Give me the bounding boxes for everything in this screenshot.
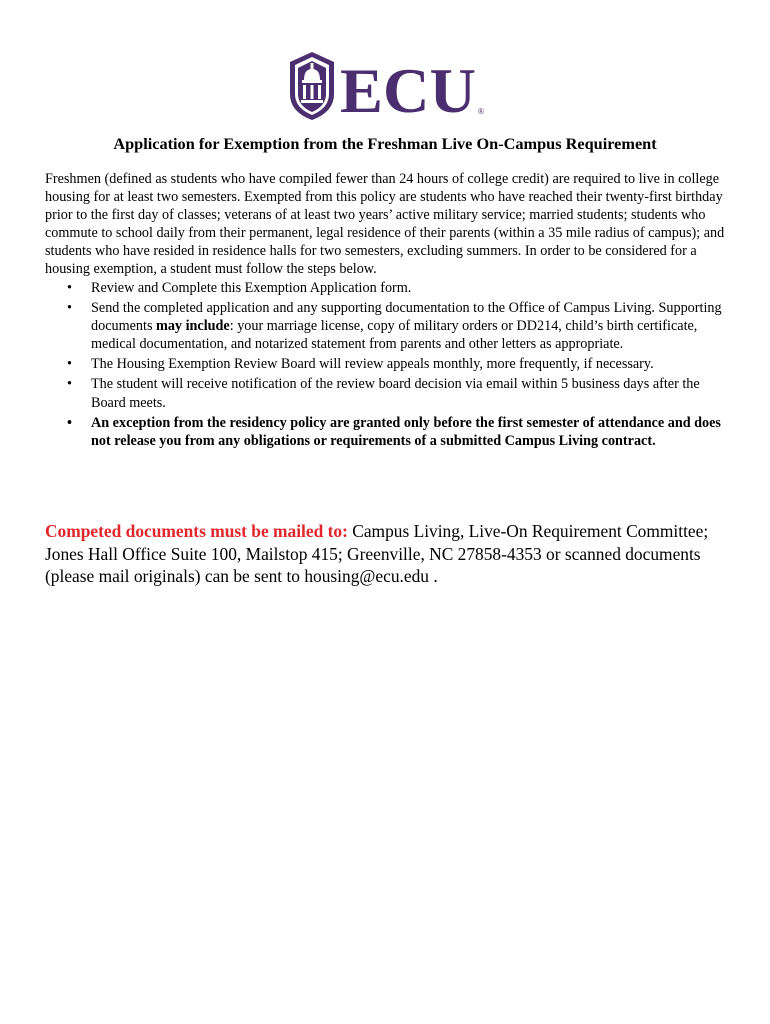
mailing-lead: Competed documents must be mailed to: [45, 521, 348, 541]
step-text-emphasis: may include [156, 318, 230, 335]
steps-list [45, 279, 725, 452]
logo-wordmark: ECU [340, 55, 476, 122]
bullet-icon: • [67, 356, 72, 373]
logo-registered-mark: ® [478, 107, 484, 116]
list-item [45, 299, 725, 353]
list-item [45, 279, 725, 297]
step-text-part: Send the completed application and any supporting documentation to the Office of Campus Living. Supporting documents [91, 300, 722, 335]
list-item [45, 414, 725, 450]
ecu-logo [288, 50, 488, 122]
step-text: The Housing Exemption Review Board will review appeals monthly, more frequently, if necessary. [91, 356, 654, 373]
bullet-icon: • [67, 376, 72, 393]
intro-paragraph: Freshmen (defined as students who have compiled fewer than 24 hours of college credit) are required to live in college housing for at least two semesters. Exempted from this policy are students who have reached their twenty-first birthday prior to the first day of classes; veterans of at least two years’ active military service; married students; students who commute to school daily from their permanent, legal residence of their parents (within a 35 mile radius of campus); and students who have resided in residence halls for two semesters, excluding summers. In order to be considered for a housing exemption, a student must follow the steps below. [45, 171, 725, 278]
step-text: An exception from the residency policy are granted only before the first semester of attendance and does not release you from any obligations or requirements of a submitted Campus Living contract. [91, 414, 721, 449]
bullet-icon: • [67, 280, 72, 296]
list-item [45, 375, 725, 411]
step-text-part: : your marriage license, copy of military orders or DD214, child’s birth certificate, medical documentation, and notarized statement from parents and other letters as appropriate. [91, 318, 698, 353]
mailing-instructions [45, 520, 735, 588]
page-title: Application for Exemption from the Freshman Live On-Campus Requirement [113, 134, 657, 153]
ecu-logo-graphic [288, 50, 488, 122]
list-item [45, 355, 725, 373]
bullet-icon: • [67, 414, 72, 431]
bullet-icon: • [67, 300, 72, 317]
step-text: The student will receive notification of the review board decision via email within 5 business days after the Board meets. [91, 376, 700, 411]
step-text: Review and Complete this Exemption Application form. [91, 280, 412, 296]
mailing-address: Campus Living, Live-On Requirement Committee; Jones Hall Office Suite 100, Mailstop 415; Greenville, NC 27858-4353 or scanned documents (please mail originals) can be sent to housing@ecu.edu . [45, 521, 709, 586]
step-text [91, 300, 722, 352]
